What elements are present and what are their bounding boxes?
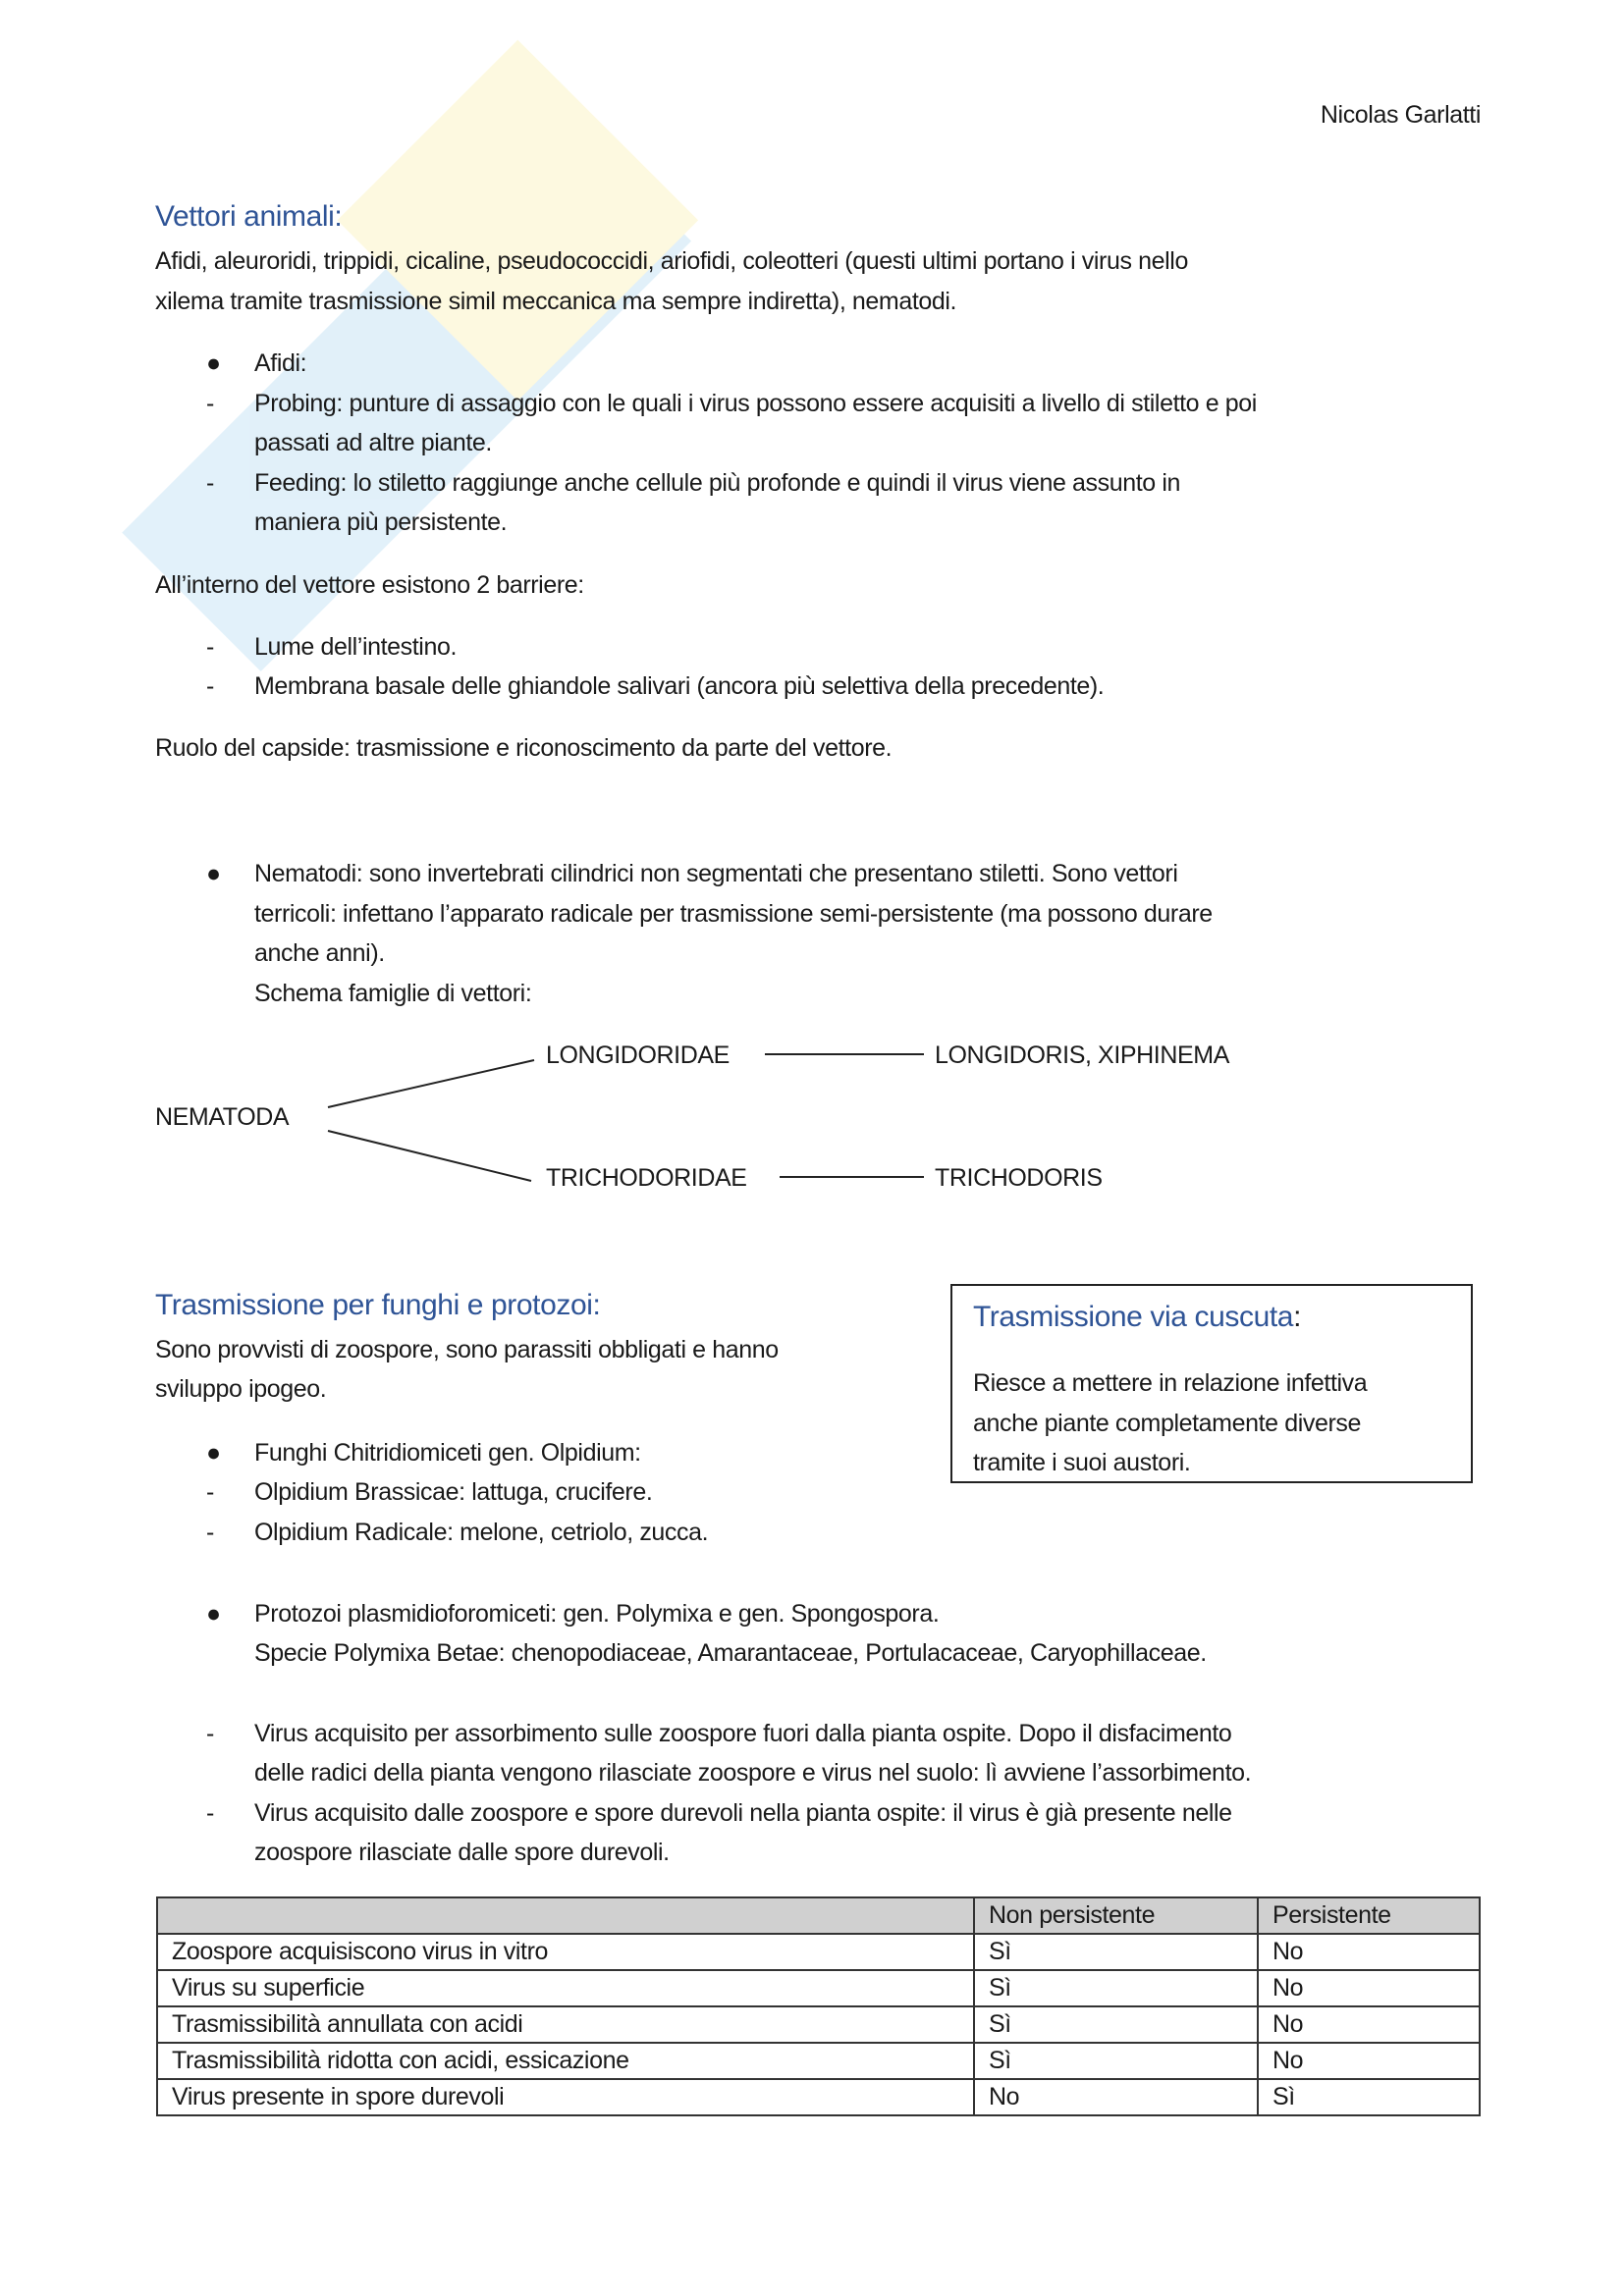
paragraph-line: Afidi, aleuroridi, trippidi, cicaline, pseudococcidi, ariofidi, coleotteri (questi ultimi portano i virus nello [155,247,1188,275]
table-row [157,1934,1480,1970]
diagram-genera: LONGIDORIS, XIPHINEMA [935,1041,1229,1069]
table-row [157,1970,1480,2006]
dash-marker: - [206,390,215,417]
dash-marker: - [206,1478,215,1506]
dash-marker: - [206,672,215,700]
branch-line [328,1060,534,1107]
barriers-intro: All’interno del vettore esistono 2 barriere: [155,571,584,599]
cuscuta-text: tramite i suoi austori. [973,1449,1191,1476]
table-cell: Virus presente in spore durevoli [157,2079,974,2115]
table-cell: No [1258,2043,1480,2079]
list-item-virus: Virus acquisito per assorbimento sulle zoospore fuori dalla pianta ospite. Dopo il disfacimento [254,1720,1232,1747]
table-cell: Zoospore acquisiscono virus in vitro [157,1934,974,1970]
bullet-marker: ● [206,349,222,377]
schema-label: Schema famiglie di vettori: [254,980,532,1007]
list-item-feeding-cont: maniera più persistente. [254,508,508,536]
list-item-probing-cont: passati ad altre piante. [254,429,492,456]
list-item-barrier: Membrana basale delle ghiandole salivari (ancora più selettiva della precedente). [254,672,1105,700]
table-row [157,2079,1480,2115]
list-item-nematodi: Nematodi: sono invertebrati cilindrici non segmentati che presentano stiletti. Sono vettori [254,860,1178,887]
cuscuta-title: Trasmissione via cuscuta: [973,1301,1302,1333]
cuscuta-text: anche piante completamente diverse [973,1410,1361,1437]
table-cell: Sì [974,2043,1258,2079]
table-header-row [157,1897,1480,1934]
list-item-protozoi-cont: Specie Polymixa Betae: chenopodiaceae, Amarantaceae, Portulacaceae, Caryophillaceae. [254,1639,1207,1667]
table-cell: Sì [974,1970,1258,2006]
table-cell: Virus su superficie [157,1970,974,2006]
table-cell: Sì [974,1934,1258,1970]
list-item-barrier: Lume dell’intestino. [254,633,458,661]
table-row [157,2043,1480,2079]
table-cell: Trasmissibilità ridotta con acidi, essicazione [157,2043,974,2079]
list-item-olpidium: Olpidium Radicale: melone, cetriolo, zucca. [254,1519,709,1546]
table-cell: Sì [1258,2079,1480,2115]
list-item-probing: Probing: punture di assaggio con le quali i virus possono essere acquisiti a livello di stiletto e poi [254,390,1257,417]
paragraph-line: Sono provvisti di zoospore, sono parassiti obbligati e hanno [155,1336,779,1363]
dash-marker: - [206,469,215,497]
list-item-virus-cont: zoospore rilasciate dalle spore durevoli. [254,1839,670,1866]
list-item-afidi: Afidi: [254,349,307,377]
branch-line [328,1131,531,1181]
table-cell: No [974,2079,1258,2115]
paragraph-line: sviluppo ipogeo. [155,1375,327,1403]
table-row [157,2006,1480,2043]
bullet-marker: ● [206,1439,222,1467]
diagram-family: TRICHODORIDAE [546,1164,747,1192]
diagram-genera: TRICHODORIS [935,1164,1103,1192]
list-item-nematodi-cont: anche anni). [254,939,385,967]
list-item-virus: Virus acquisito dalle zoospore e spore durevoli nella pianta ospite: il virus è già presente nelle [254,1799,1232,1827]
dash-marker: - [206,1720,215,1747]
table-cell: Trasmissibilità annullata con acidi [157,2006,974,2043]
section-title-funghi: Trasmissione per funghi e protozoi: [155,1289,601,1321]
list-item-feeding: Feeding: lo stiletto raggiunge anche cellule più profonde e quindi il virus viene assunto in [254,469,1180,497]
table-cell: Sì [974,2006,1258,2043]
section-title-vettori: Vettori animali: [155,200,343,233]
table-cell: No [1258,1934,1480,1970]
list-item-funghi: Funghi Chitridiomiceti gen. Olpidium: [254,1439,641,1467]
capsid-paragraph: Ruolo del capside: trasmissione e riconoscimento da parte del vettore. [155,734,893,762]
dash-marker: - [206,633,215,661]
diagram-family: LONGIDORIDAE [546,1041,730,1069]
cuscuta-text: Riesce a mettere in relazione infettiva [973,1369,1368,1397]
diagram-root: NEMATODA [155,1103,290,1131]
bullet-marker: ● [206,1600,222,1628]
table-cell: No [1258,1970,1480,2006]
bullet-marker: ● [206,860,222,887]
list-item-nematodi-cont: terricoli: infettano l’apparato radicale per trasmissione semi-persistente (ma possono durare [254,900,1213,928]
paragraph-line: xilema tramite trasmissione simil meccanica ma sempre indiretta), nematodi. [155,288,957,315]
table-cell: No [1258,2006,1480,2043]
list-item-protozoi: Protozoi plasmidioforomiceti: gen. Polymixa e gen. Spongospora. [254,1600,940,1628]
dash-marker: - [206,1519,215,1546]
list-item-olpidium: Olpidium Brassicae: lattuga, crucifere. [254,1478,653,1506]
table-header: Non persistente [974,1897,1258,1934]
list-item-virus-cont: delle radici della pianta vengono rilasciate zoospore e virus nel suolo: lì avviene l’assorbimento. [254,1759,1252,1787]
comparison-table [156,1896,1481,2116]
table-header: Persistente [1258,1897,1480,1934]
dash-marker: - [206,1799,215,1827]
author-name: Nicolas Garlatti [1320,101,1481,129]
table-header [157,1897,974,1934]
